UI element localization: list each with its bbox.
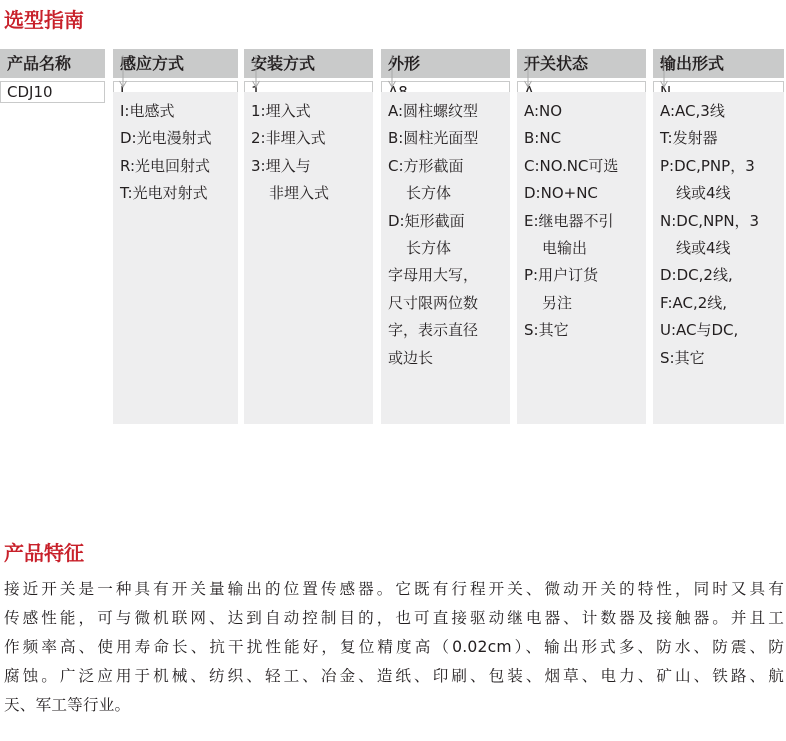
options-output-type — [653, 92, 784, 424]
option-item: 线或4线 — [676, 184, 731, 203]
option-item: E:继电器不引 — [524, 211, 614, 230]
option-item: 3:埋入与 — [251, 156, 311, 175]
option-item: 非埋入式 — [269, 184, 330, 203]
option-item: S:其它 — [660, 348, 705, 367]
option-item: D:矩形截面 — [388, 211, 465, 230]
column-product-name — [0, 49, 105, 103]
column-header: 产品名称 — [0, 49, 105, 78]
column-header: 感应方式 — [113, 49, 238, 78]
column-value: CDJ10 — [0, 81, 105, 103]
options-mounting — [244, 92, 373, 424]
column-header: 输出形式 — [653, 49, 784, 78]
option-item: R:光电回射式 — [120, 156, 211, 175]
option-item: T:光电对射式 — [120, 184, 208, 203]
column-header: 安装方式 — [244, 49, 373, 78]
paragraph-line: 腐蚀。广泛应用于机械、纺织、轻工、冶金、造纸、印刷、包装、烟草、电力、矿山、铁路、航 — [4, 667, 784, 685]
option-item: 尺寸限两位数 — [388, 293, 479, 312]
options-shape — [381, 92, 510, 424]
option-item: D:DC,2线, — [660, 266, 733, 285]
option-item: P:DC,PNP，3 — [660, 156, 755, 175]
down-arrow-icon — [388, 55, 396, 88]
options-switch-state — [517, 92, 646, 424]
option-item: D:光电漫射式 — [120, 129, 212, 148]
paragraph-line: 接近开关是一种具有开关量输出的位置传感器。它既有行程开关、微动开关的特性，同时又具有 — [4, 580, 784, 598]
option-item: I:电感式 — [120, 102, 175, 120]
down-arrow-icon — [119, 55, 127, 88]
option-item: 字，表示直径 — [388, 321, 479, 340]
options-sensing-mode — [113, 92, 238, 424]
paragraph-line: 传感性能，可与微机联网、达到自动控制目的，也可直接驱动继电器、计数器及接触器。并且工 — [4, 609, 784, 627]
down-arrow-icon — [524, 55, 532, 88]
option-item: F:AC,2线, — [660, 293, 728, 312]
option-item: 电输出 — [542, 239, 588, 258]
option-item: 1:埋入式 — [251, 102, 311, 120]
product-features-title: 产品特征 — [4, 541, 84, 565]
option-item: 或边长 — [388, 348, 434, 367]
product-features-paragraph — [4, 575, 784, 720]
option-item: 2:非埋入式 — [251, 129, 326, 148]
option-item: A:圆柱螺纹型 — [388, 102, 479, 120]
option-item: B:圆柱光面型 — [388, 129, 479, 148]
option-item: 长方体 — [406, 239, 452, 258]
option-item: B:NC — [524, 129, 562, 148]
option-item: A:AC,3线 — [660, 102, 725, 120]
option-item: 另注 — [542, 293, 573, 312]
option-item: D:NO+NC — [524, 184, 598, 203]
option-item: U:AC与DC, — [660, 321, 739, 340]
down-arrow-icon — [660, 55, 668, 88]
option-item: A:NO — [524, 102, 563, 120]
option-item: 字母用大写， — [388, 266, 479, 285]
paragraph-line: 天、军工等行业。 — [4, 696, 131, 714]
down-arrow-icon — [252, 55, 260, 88]
option-item: C:方形截面 — [388, 156, 464, 175]
option-item: 长方体 — [406, 184, 452, 203]
selection-guide-title: 选型指南 — [4, 8, 84, 32]
option-item: C:NO.NC可选 — [524, 156, 619, 175]
column-header: 外形 — [381, 49, 510, 78]
paragraph-line: 作频率高、使用寿命长、抗干扰性能好，复位精度高（0.02cm）、输出形式多、防水、防震、防 — [4, 638, 784, 656]
option-item: S:其它 — [524, 321, 569, 340]
column-header: 开关状态 — [517, 49, 646, 78]
option-item: P:用户订货 — [524, 266, 599, 285]
option-item: N:DC,NPN，3 — [660, 211, 760, 230]
option-item: 线或4线 — [676, 239, 731, 258]
option-item: T:发射器 — [660, 129, 718, 148]
